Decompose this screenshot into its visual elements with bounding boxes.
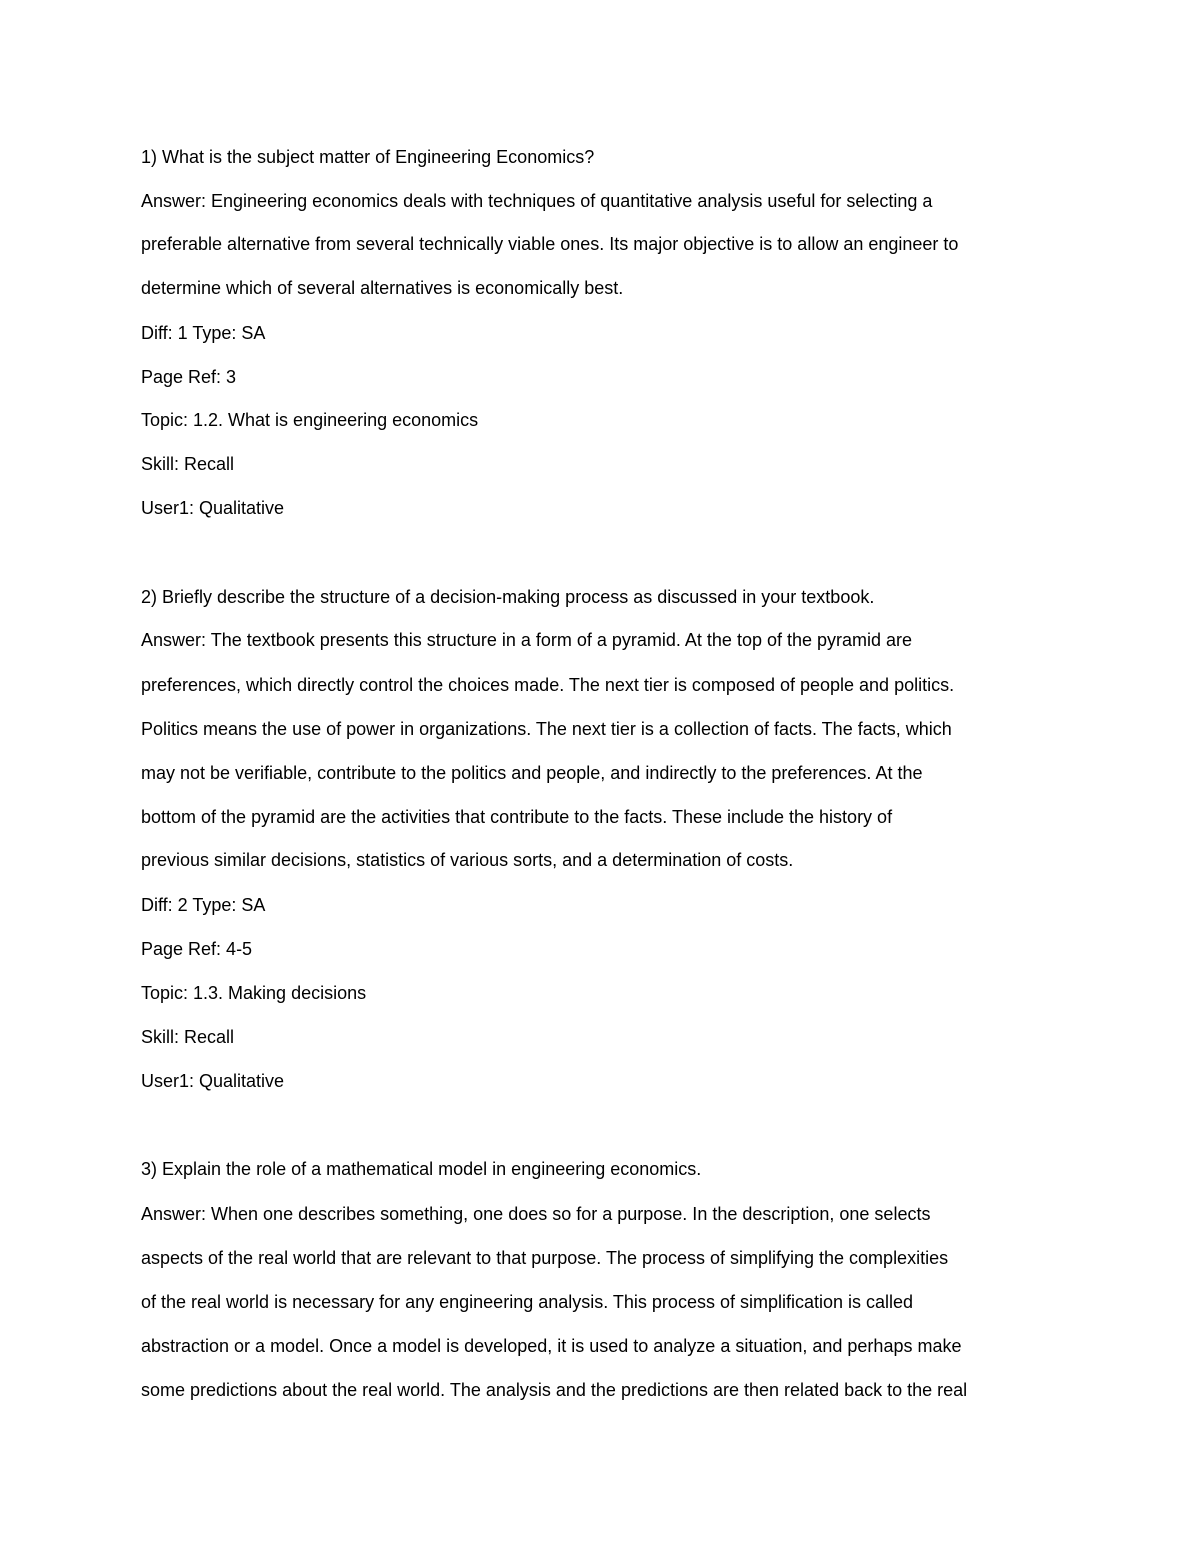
question-3-answer-line-3: of the real world is necessary for any engineering analysis. This process of simplification is called xyxy=(141,1292,914,1312)
question-2-skill: Skill: Recall xyxy=(141,1027,235,1047)
question-2-answer-line-6: previous similar decisions, statistics of various sorts, and a determination of costs. xyxy=(141,850,794,870)
question-2-answer-line-4: may not be verifiable, contribute to the politics and people, and indirectly to the preferences. At the xyxy=(141,763,923,783)
question-1-answer-line-1: Answer: Engineering economics deals with techniques of quantitative analysis useful for selecting a xyxy=(141,191,933,211)
question-3-text: 3) Explain the role of a mathematical model in engineering economics. xyxy=(141,1159,702,1179)
question-1-difficulty: Diff: 1 Type: SA xyxy=(141,323,266,343)
question-1-answer-line-3: determine which of several alternatives is economically best. xyxy=(141,278,624,298)
question-1-answer-line-2: preferable alternative from several technically viable ones. Its major objective is to allow an engineer to xyxy=(141,234,959,254)
question-2-answer-line-1: Answer: The textbook presents this structure in a form of a pyramid. At the top of the pyramid are xyxy=(141,630,913,650)
question-1-skill: Skill: Recall xyxy=(141,454,235,474)
question-2-page-ref: Page Ref: 4-5 xyxy=(141,939,253,959)
question-2-answer-line-3: Politics means the use of power in organizations. The next tier is a collection of facts. The facts, which xyxy=(141,719,952,739)
question-2-text: 2) Briefly describe the structure of a decision-making process as discussed in your textbook. xyxy=(141,587,875,607)
question-2-user1: User1: Qualitative xyxy=(141,1071,285,1091)
question-3-answer-line-1: Answer: When one describes something, one does so for a purpose. In the description, one selects xyxy=(141,1204,931,1224)
question-3-answer-line-2: aspects of the real world that are relevant to that purpose. The process of simplifying the complexities xyxy=(141,1248,949,1268)
question-1-user1: User1: Qualitative xyxy=(141,498,285,518)
question-2-topic: Topic: 1.3. Making decisions xyxy=(141,983,367,1003)
question-3-answer-line-5: some predictions about the real world. The analysis and the predictions are then related back to the real xyxy=(141,1380,968,1400)
question-2-difficulty: Diff: 2 Type: SA xyxy=(141,895,266,915)
question-1-topic: Topic: 1.2. What is engineering economics xyxy=(141,410,479,430)
question-2-answer-line-5: bottom of the pyramid are the activities that contribute to the facts. These include the history of xyxy=(141,807,893,827)
question-1-text: 1) What is the subject matter of Engineering Economics? xyxy=(141,147,595,167)
question-2-answer-line-2: preferences, which directly control the choices made. The next tier is composed of people and politics. xyxy=(141,675,955,695)
question-3-answer-line-4: abstraction or a model. Once a model is developed, it is used to analyze a situation, and perhaps make xyxy=(141,1336,962,1356)
question-1-page-ref: Page Ref: 3 xyxy=(141,367,237,387)
